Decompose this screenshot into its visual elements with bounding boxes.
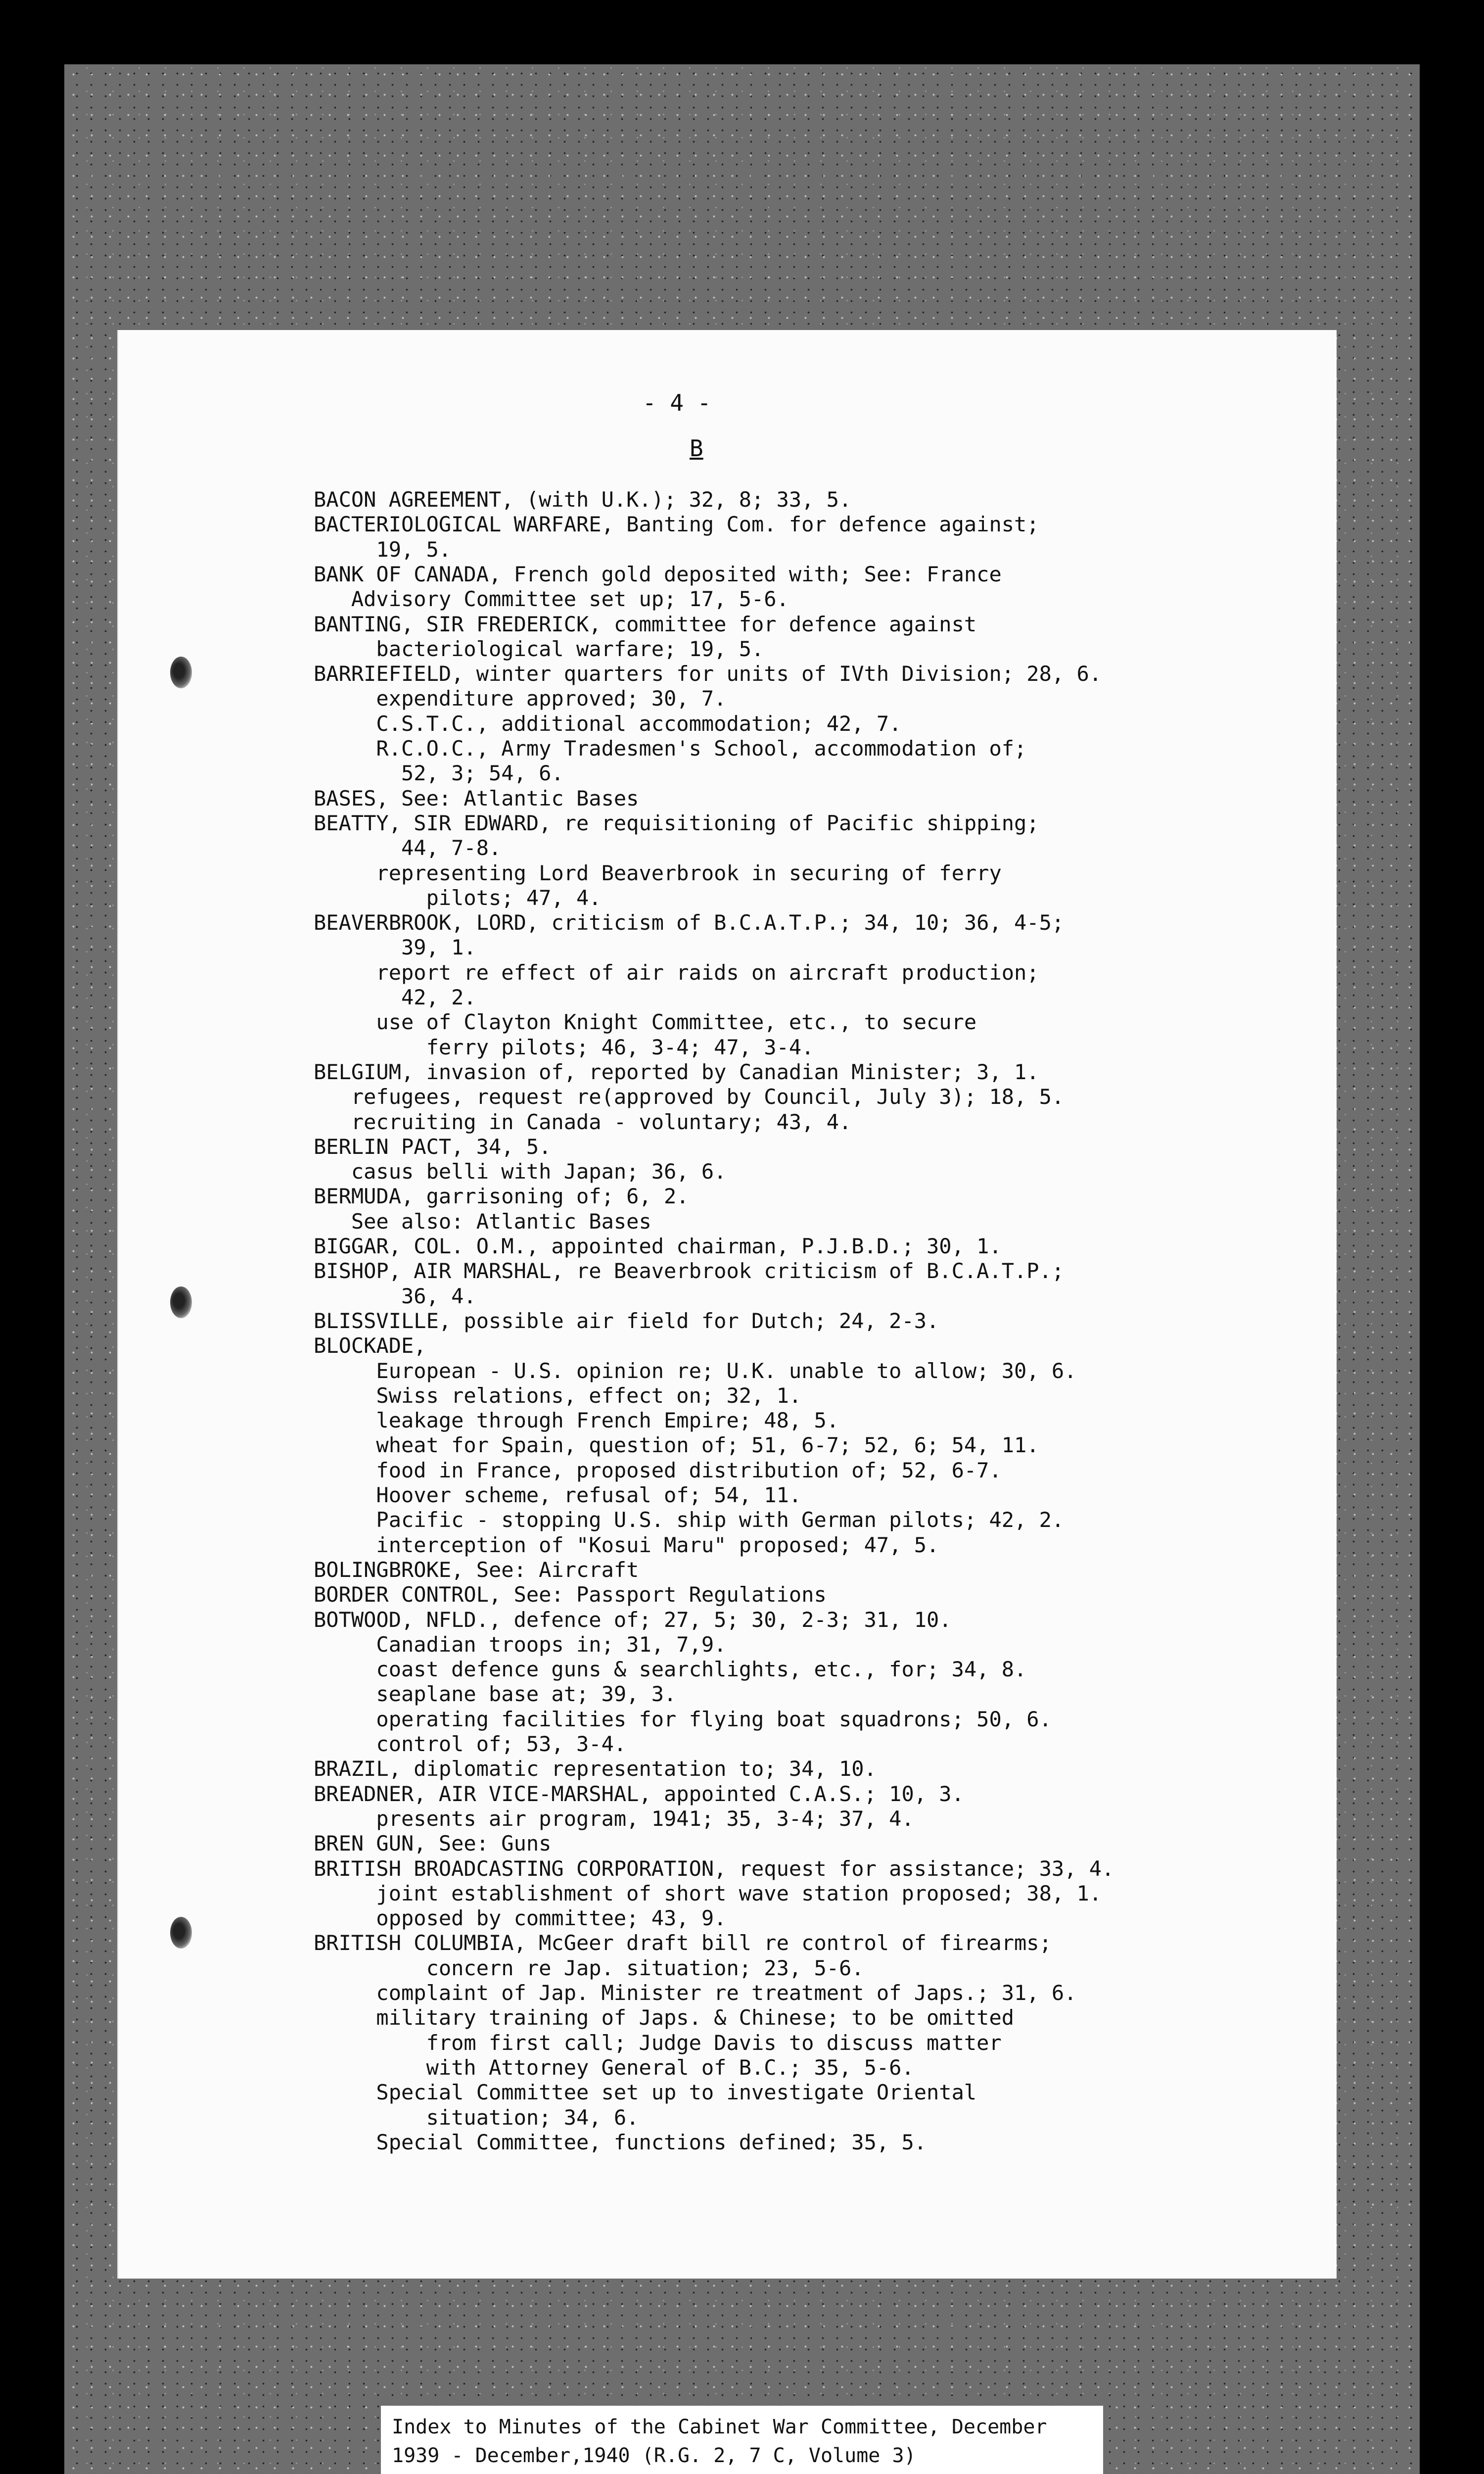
index-line: expenditure approved; 30, 7.: [314, 686, 727, 711]
index-line: refugees, request re(approved by Council, July 3); 18, 5.: [314, 1085, 1065, 1109]
index-line: C.S.T.C., additional accommodation; 42, 7.: [314, 712, 902, 736]
index-line: from first call; Judge Davis to discuss matter: [314, 2031, 1002, 2055]
index-line: wheat for Spain, question of; 51, 6-7; 52, 6; 54, 11.: [314, 1433, 1039, 1457]
index-line: Hoover scheme, refusal of; 54, 11.: [314, 1483, 802, 1507]
index-line: control of; 53, 3-4.: [314, 1732, 627, 1756]
index-line: European - U.S. opinion re; U.K. unable to allow; 30, 6.: [314, 1359, 1077, 1383]
index-line: BREADNER, AIR VICE-MARSHAL, appointed C.A.S.; 10, 3.: [314, 1782, 964, 1806]
index-line: BARRIEFIELD, winter quarters for units of IVth Division; 28, 6.: [314, 662, 1102, 686]
index-line: BRITISH COLUMBIA, McGeer draft bill re control of firearms;: [314, 1931, 1052, 1955]
index-line: BOLINGBROKE, See: Aircraft: [314, 1558, 639, 1582]
index-line: seaplane base at; 39, 3.: [314, 1682, 677, 1706]
index-line: 36, 4.: [314, 1284, 476, 1308]
index-line: opposed by committee; 43, 9.: [314, 1906, 727, 1930]
index-line: BELGIUM, invasion of, reported by Canadian Minister; 3, 1.: [314, 1060, 1039, 1084]
index-line: pilots; 47, 4.: [314, 886, 602, 910]
index-line: operating facilities for flying boat squadrons; 50, 6.: [314, 1707, 1052, 1731]
index-line: with Attorney General of B.C.; 35, 5-6.: [314, 2055, 914, 2080]
index-line: BLISSVILLE, possible air field for Dutch; 24, 2-3.: [314, 1309, 939, 1333]
index-line: BRITISH BROADCASTING CORPORATION, request for assistance; 33, 4.: [314, 1856, 1114, 1881]
index-line: 42, 2.: [314, 985, 476, 1009]
index-line: joint establishment of short wave station proposed; 38, 1.: [314, 1881, 1102, 1905]
index-line: representing Lord Beaverbrook in securing of ferry: [314, 861, 1002, 885]
index-line: BERMUDA, garrisoning of; 6, 2.: [314, 1184, 689, 1208]
index-line: Canadian troops in; 31, 7,9.: [314, 1632, 727, 1657]
index-line: casus belli with Japan; 36, 6.: [314, 1159, 727, 1184]
index-line: BEAVERBROOK, LORD, criticism of B.C.A.T.P.; 34, 10; 36, 4-5;: [314, 910, 1065, 935]
index-line: coast defence guns & searchlights, etc., for; 34, 8.: [314, 1657, 1027, 1681]
index-line: use of Clayton Knight Committee, etc., to secure: [314, 1010, 977, 1034]
index-line: presents air program, 1941; 35, 3-4; 37, 4.: [314, 1807, 914, 1831]
index-line: ferry pilots; 46, 3-4; 47, 3-4.: [314, 1035, 814, 1059]
index-line: Special Committee, functions defined; 35, 5.: [314, 2130, 927, 2154]
index-line: BRAZIL, diplomatic representation to; 34, 10.: [314, 1757, 877, 1781]
index-line: BANTING, SIR FREDERICK, committee for defence against: [314, 612, 977, 636]
index-text: [118, 330, 1337, 2279]
index-line: Pacific - stopping U.S. ship with German pilots; 42, 2.: [314, 1508, 1065, 1532]
index-line: recruiting in Canada - voluntary; 43, 4.: [314, 1110, 852, 1134]
document-page: [117, 330, 1337, 2279]
index-line: situation; 34, 6.: [314, 2105, 639, 2130]
index-line: BISHOP, AIR MARSHAL, re Beaverbrook criticism of B.C.A.T.P.;: [314, 1259, 1065, 1283]
index-line: BACON AGREEMENT, (with U.K.); 32, 8; 33, 5.: [314, 487, 852, 512]
document-caption: [381, 2406, 1103, 2474]
index-line: BANK OF CANADA, French gold deposited with; See: France: [314, 562, 1002, 586]
page-number: - 4 -: [643, 389, 711, 416]
index-line: military training of Japs. & Chinese; to be omitted: [314, 2005, 1015, 2030]
index-line: Special Committee set up to investigate Oriental: [314, 2080, 977, 2104]
index-line: R.C.O.C., Army Tradesmen's School, accommodation of;: [314, 736, 1027, 761]
index-line: complaint of Jap. Minister re treatment of Japs.; 31, 6.: [314, 1981, 1077, 2005]
index-line: interception of "Kosui Maru" proposed; 47, 5.: [314, 1533, 939, 1557]
index-line: 39, 1.: [314, 935, 476, 959]
index-line: BLOCKADE,: [314, 1333, 426, 1358]
index-line: BREN GUN, See: Guns: [314, 1831, 552, 1856]
index-line: Swiss relations, effect on; 32, 1.: [314, 1383, 802, 1408]
caption-line: 1939 - December,1940 (R.G. 2, 7 C, Volume 3): [392, 2444, 916, 2467]
index-line: bacteriological warfare; 19, 5.: [314, 637, 764, 661]
index-line: BASES, See: Atlantic Bases: [314, 786, 639, 810]
index-line: BEATTY, SIR EDWARD, re requisitioning of Pacific shipping;: [314, 811, 1039, 835]
index-line: Advisory Committee set up; 17, 5-6.: [314, 587, 789, 611]
index-line: See also: Atlantic Bases: [314, 1209, 651, 1234]
index-line: BERLIN PACT, 34, 5.: [314, 1135, 552, 1159]
index-line: BACTERIOLOGICAL WARFARE, Banting Com. for defence against;: [314, 512, 1039, 536]
caption-line: Index to Minutes of the Cabinet War Committee, December: [392, 2416, 1047, 2438]
index-line: BIGGAR, COL. O.M., appointed chairman, P.J.B.D.; 30, 1.: [314, 1234, 1002, 1258]
index-line: 19, 5.: [314, 537, 452, 562]
index-line: BORDER CONTROL, See: Passport Regulations: [314, 1582, 827, 1607]
index-line: report re effect of air raids on aircraft production;: [314, 960, 1039, 985]
index-line: 44, 7-8.: [314, 836, 502, 860]
index-line: 52, 3; 54, 6.: [314, 761, 564, 785]
index-line: concern re Jap. situation; 23, 5-6.: [314, 1956, 864, 1980]
section-letter: B: [690, 435, 703, 462]
index-line: BOTWOOD, NFLD., defence of; 27, 5; 30, 2-3; 31, 10.: [314, 1608, 952, 1632]
index-line: leakage through French Empire; 48, 5.: [314, 1408, 839, 1432]
index-line: food in France, proposed distribution of; 52, 6-7.: [314, 1458, 1002, 1482]
